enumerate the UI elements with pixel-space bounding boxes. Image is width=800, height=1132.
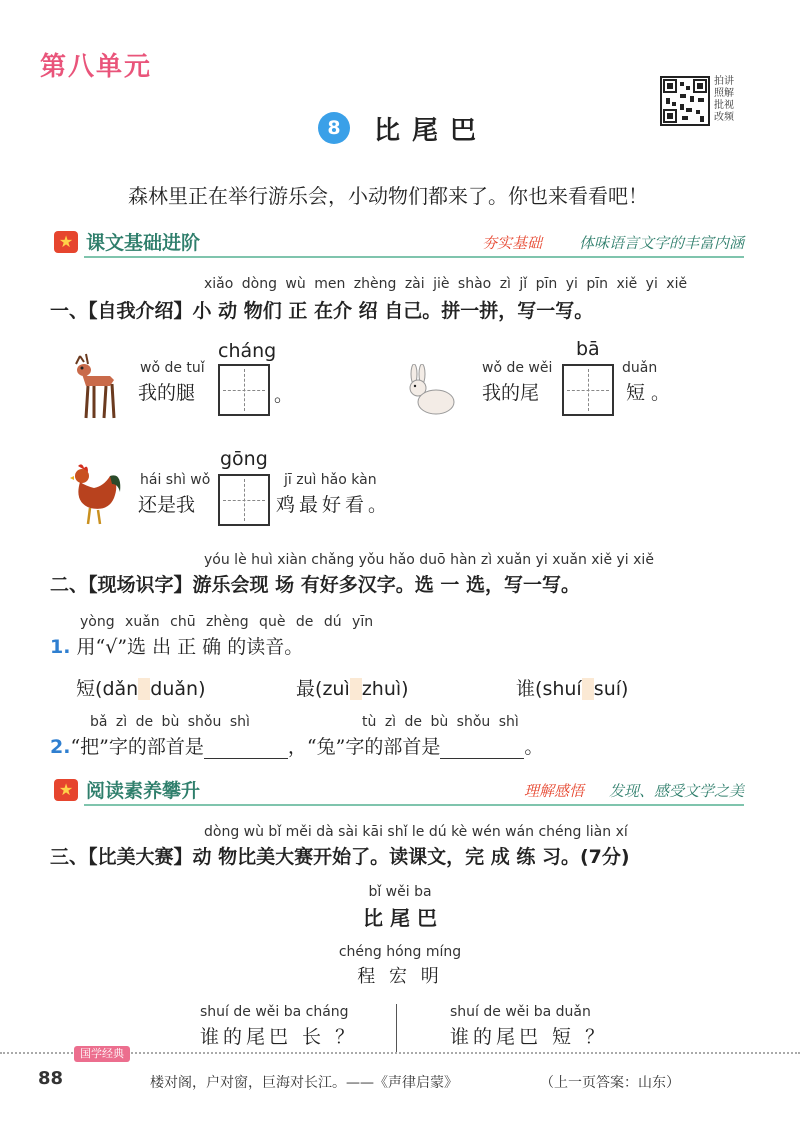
q1-item3-end: 鸡最好看。 (276, 494, 392, 516)
footer-badge: 国学经典 (74, 1046, 130, 1062)
q2-sub1 (50, 632, 303, 659)
writing-grid[interactable] (218, 364, 270, 416)
poem-divider (396, 1004, 397, 1054)
star-icon: ★ (54, 231, 78, 253)
q1-item2-text: 我的尾 (482, 382, 540, 404)
q2-sub2-text: ，“兔”字的部首是 (287, 736, 441, 758)
q3-label: 三、【比美大赛】动 物比美大赛开始了。读课文，完 成 练 习。(7分) (50, 846, 630, 868)
lesson-number-badge: 8 (318, 112, 350, 144)
poem-line1: 谁的尾巴 长 ？ (200, 1026, 359, 1048)
unit-title: 第八单元 (40, 52, 153, 82)
poem-line2: 谁的尾巴 短 ？ (450, 1026, 609, 1048)
choice-char: 最 (296, 678, 316, 700)
choice-item[interactable]: 短(dǎn duǎn) (76, 678, 206, 700)
choice-char: 短 (76, 678, 96, 700)
q1-item2-end: 短。 (626, 382, 677, 404)
q2-label: 二、【现场识字】游乐会现 场 有好多汉字。选 一 选，写一写。 (50, 574, 580, 596)
choice-option[interactable]: suí (593, 678, 622, 700)
poem-title: 比 尾 巴 (363, 906, 437, 930)
section-tag: 发现、感受文学之美 (608, 782, 744, 800)
q1-item3-pinyin: hái shì wǒ (140, 472, 211, 488)
q1-item1-text: 我的腿 (138, 382, 196, 404)
section-tag: 体味语言文字的丰富内涵 (578, 234, 744, 252)
choice-option[interactable]: shuí (542, 678, 582, 700)
choice-item[interactable]: 最(zuì zhuì) (296, 678, 409, 700)
q1-item3-text: 还是我 (138, 494, 196, 516)
choice-option[interactable]: dǎn (102, 678, 139, 700)
section-tag: 夯实基础 (481, 234, 542, 252)
poem-author: 程 宏 明 (357, 966, 443, 987)
writing-grid[interactable] (218, 474, 270, 526)
deer-icon (66, 352, 122, 422)
section-title: 阅读素养攀升 (86, 780, 201, 802)
q1-item1-target-pinyin: cháng (218, 340, 277, 362)
qr-pattern-icon (662, 78, 708, 124)
section-title: 课文基础进阶 (86, 232, 201, 254)
writing-grid[interactable] (562, 364, 614, 416)
choice-option[interactable]: zuì (322, 678, 350, 700)
intro-text: 森林里正在举行游乐会，小动物们都来了。你也来看看吧！ (128, 184, 648, 208)
q2-pinyin: yóu lè huì xiàn chǎng yǒu hǎo duō hàn zì xuǎn yi xuǎn xiě yi xiě (204, 552, 654, 568)
q2-sub2-end: 。 (524, 736, 544, 758)
poem-line1-pinyin: shuí de wěi ba cháng (200, 1004, 349, 1020)
q1-label: 一、【自我介绍】小 动 物们 正 在介 绍 自己。拼一拼，写一写。 (50, 300, 594, 322)
answer-blank[interactable] (440, 740, 524, 759)
section-header-reading (54, 776, 744, 804)
choice-char: 谁 (516, 678, 536, 700)
qr-label: 拍讲 照解 批视 改频 (714, 76, 734, 123)
q1-item1-pinyin: wǒ de tuǐ (140, 360, 205, 376)
q1-item1-end: 。 (274, 384, 294, 406)
rabbit-icon (402, 364, 458, 418)
section-underline (84, 256, 744, 258)
poem-title-pinyin: bǐ wěi ba (368, 884, 432, 900)
q1-item2-target-pinyin: bā (576, 338, 600, 360)
section-tag: 理解感悟 (523, 782, 584, 800)
poem-line2-pinyin: shuí de wěi ba duǎn (450, 1004, 591, 1020)
q2-sub2-pinyin1: bǎ zì de bù shǒu shì (90, 714, 250, 730)
choice-option[interactable]: zhuì (361, 678, 402, 700)
choice-item[interactable]: 谁(shuí suí) (516, 678, 629, 700)
answer-blank[interactable] (204, 740, 288, 759)
poem-author-pinyin: chéng hóng míng (338, 944, 462, 960)
q1-item3-after-pinyin: jī zuì hǎo kàn (284, 472, 377, 488)
q1-item3-target-pinyin: gōng (220, 448, 268, 470)
q1-item2-pinyin: wǒ de wěi (482, 360, 553, 376)
footer-answer: （上一页答案：山东） (540, 1075, 680, 1091)
footer-quote: 楼对阁，户对窗，巨海对长江。——《声律启蒙》 (150, 1075, 458, 1091)
q2-sub1-text: 用“√”选 出 正 确 的读音。 (76, 636, 304, 658)
section-underline (84, 804, 744, 806)
q2-sub1-pinyin: yòng xuǎn chū zhèng què de dú yīn (80, 614, 374, 630)
q3-pinyin: dòng wù bǐ měi dà sài kāi shǐ le dú kè wén wán chéng liàn xí (204, 824, 628, 840)
q2-sub2-pinyin2: tù zì de bù shǒu shì (362, 714, 519, 730)
q1-item2-after-pinyin: duǎn (622, 360, 658, 376)
section-header-basics (54, 228, 744, 256)
q2-sub2-number: 2. (50, 736, 71, 758)
rooster-icon (64, 462, 124, 528)
qr-code[interactable] (660, 76, 710, 126)
choice-option[interactable]: duǎn (150, 678, 199, 700)
q2-sub2-text: “把”字的部首是 (70, 736, 204, 758)
q1-pinyin: xiǎo dòng wù men zhèng zài jiè shào zì jǐ pīn yi pīn xiě yi xiě (204, 276, 688, 292)
q2-sub2 (50, 732, 543, 759)
lesson-title: 比尾巴 (374, 116, 489, 146)
page-number: 88 (38, 1068, 64, 1089)
star-icon: ★ (54, 779, 78, 801)
q2-sub1-number: 1. (50, 636, 71, 658)
